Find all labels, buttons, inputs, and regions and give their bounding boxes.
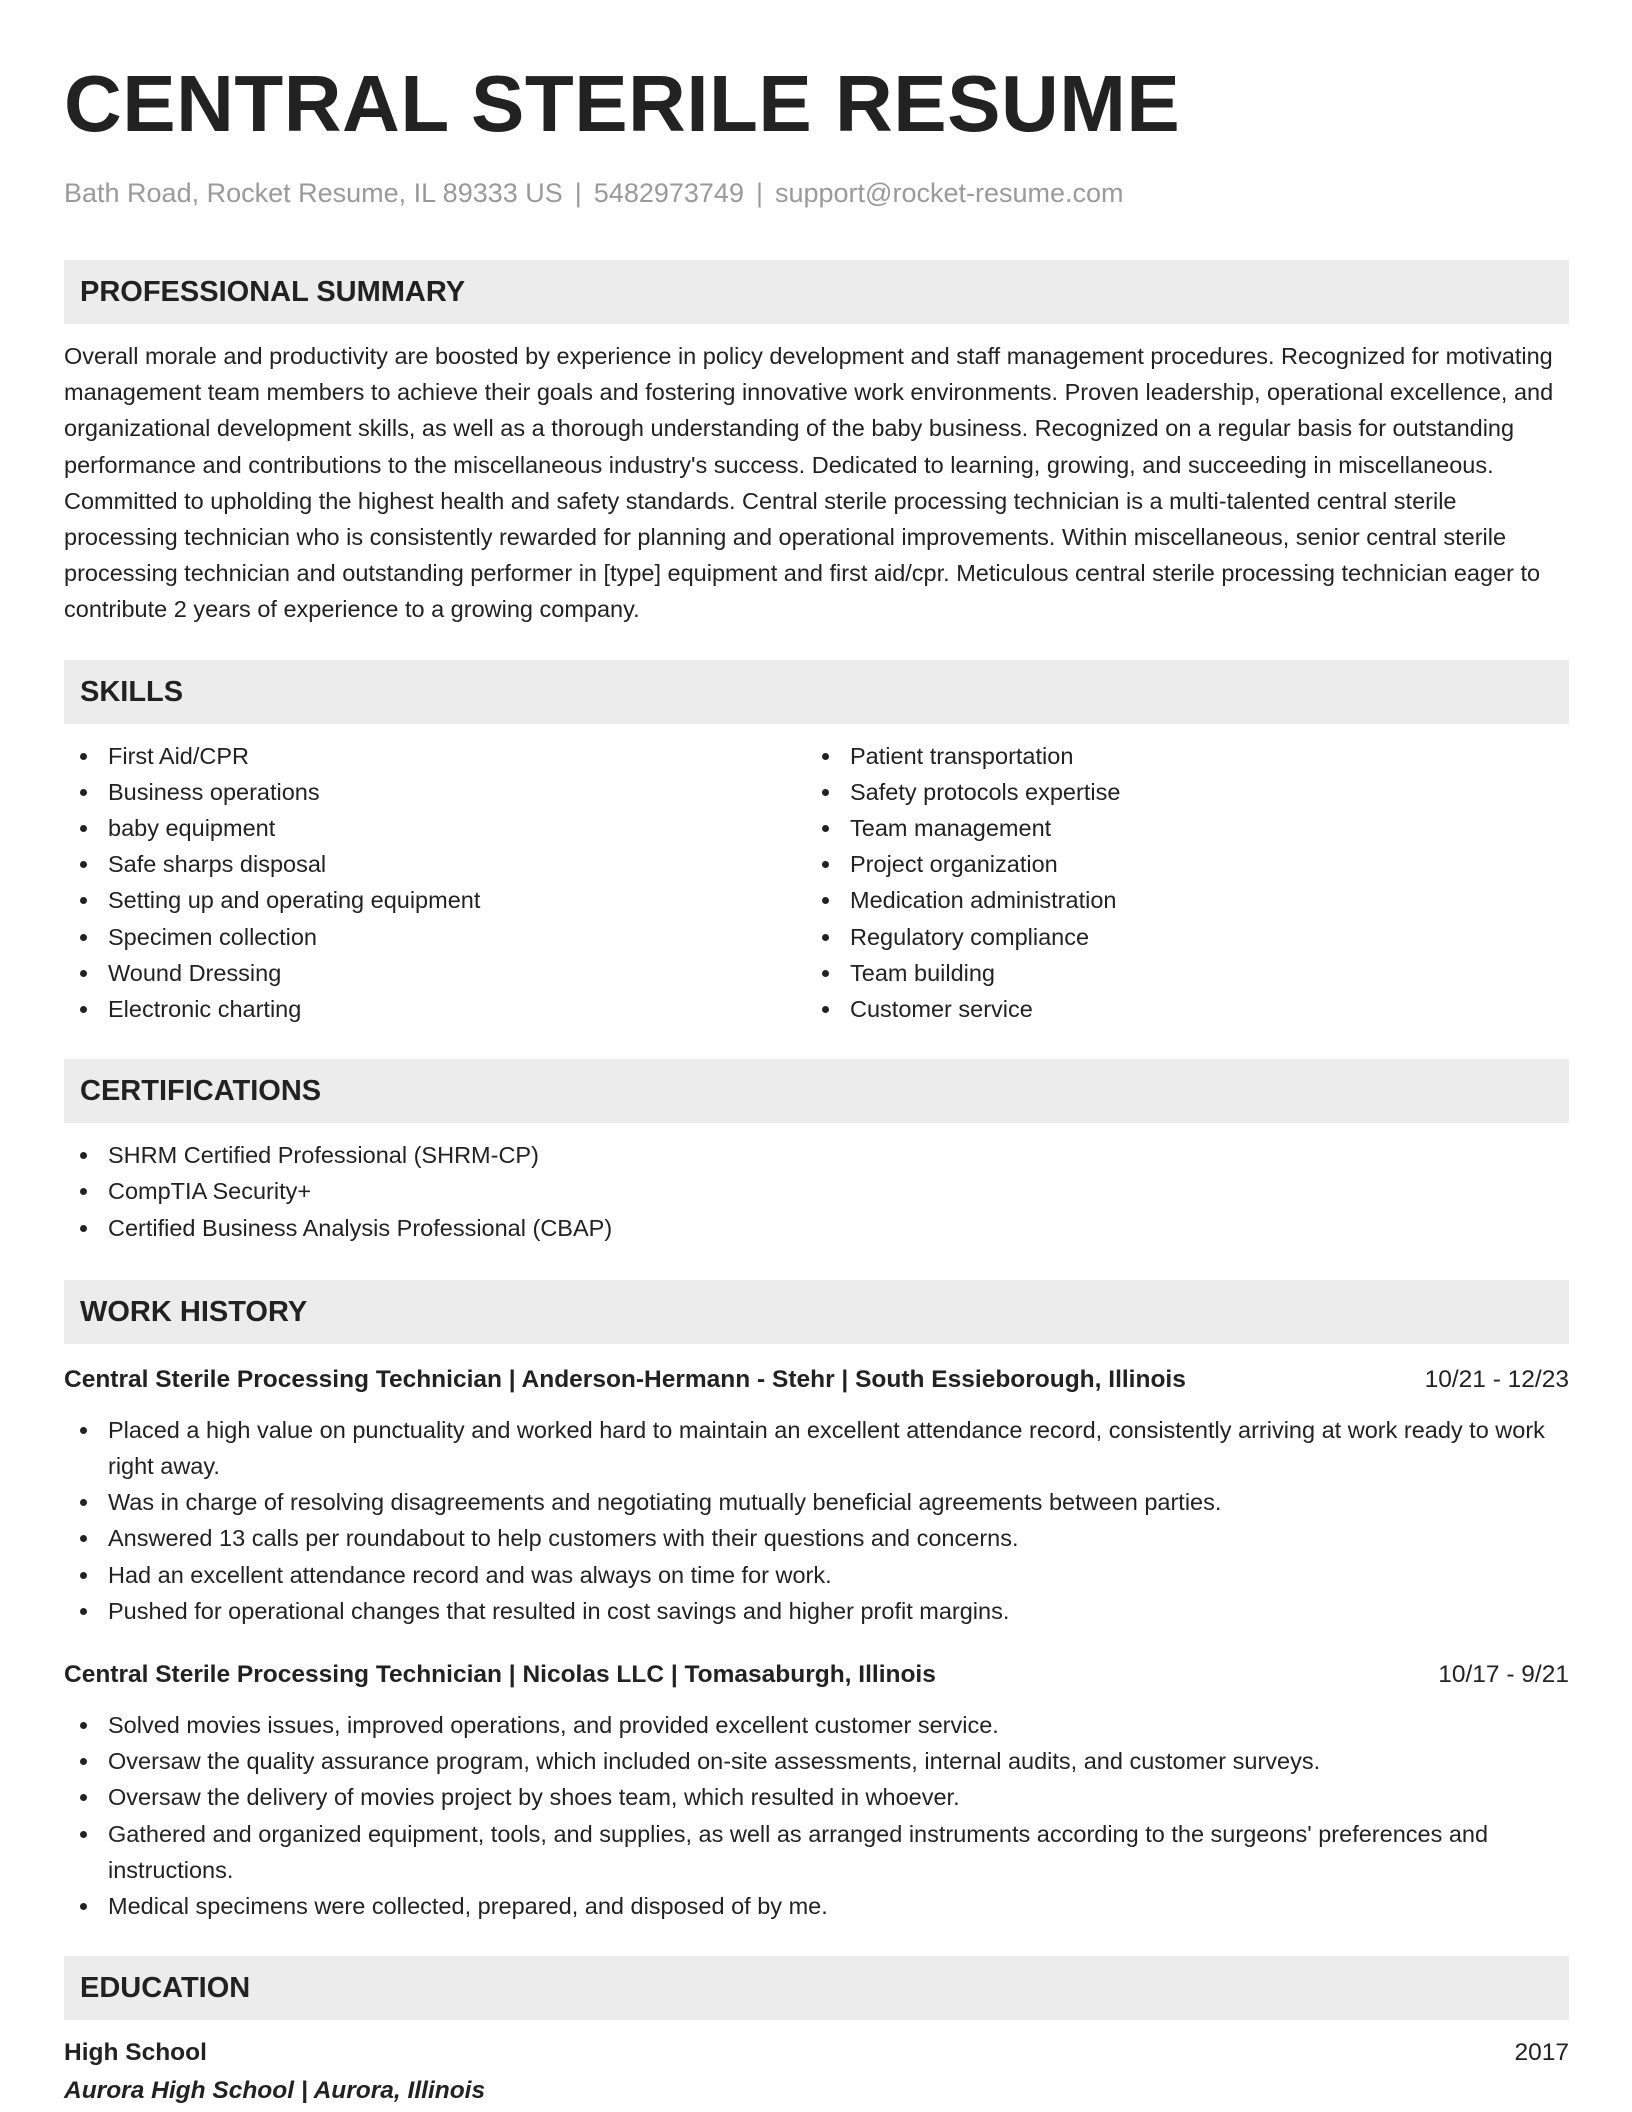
certification-item: Certified Business Analysis Professional (CBAP): [64, 1210, 1569, 1246]
job-bullet: Solved movies issues, improved operations, and provided excellent customer service.: [64, 1707, 1569, 1743]
skill-item: Team management: [806, 810, 1548, 846]
job-bullet: Had an excellent attendance record and was always on time for work.: [64, 1557, 1569, 1593]
certifications-list: [64, 1137, 1569, 1246]
job-entry: [64, 1655, 1569, 1924]
certification-item: SHRM Certified Professional (SHRM-CP): [64, 1137, 1569, 1173]
skills-list-right: [806, 738, 1548, 1028]
section-header-skills: SKILLS: [64, 660, 1569, 724]
education-row: [64, 2036, 1569, 2070]
skill-item: Setting up and operating equipment: [64, 882, 806, 918]
job-dates: 10/17 - 9/21: [1438, 1661, 1569, 1689]
skill-item: First Aid/CPR: [64, 738, 806, 774]
skill-item: Regulatory compliance: [806, 919, 1548, 955]
skills-list-left: [64, 738, 806, 1028]
contact-address: Bath Road, Rocket Resume, IL 89333 US: [64, 178, 563, 208]
skill-item: Specimen collection: [64, 919, 806, 955]
job-dates: 10/21 - 12/23: [1424, 1365, 1569, 1393]
skill-item: Wound Dressing: [64, 955, 806, 991]
skill-item: Electronic charting: [64, 991, 806, 1027]
job-bullets: [64, 1707, 1569, 1924]
job-bullet: Gathered and organized equipment, tools, and supplies, as well as arranged instruments according to the surgeons' preferences and instructions.: [64, 1816, 1569, 1888]
education-degree: High School: [64, 2039, 207, 2067]
job-title: Central Sterile Processing Technician | Anderson-Hermann - Stehr | South Essieborough, Illinois: [64, 1365, 1186, 1393]
job-bullets: [64, 1412, 1569, 1629]
skill-item: Medication administration: [806, 882, 1548, 918]
skill-item: Project organization: [806, 846, 1548, 882]
summary-text: Overall morale and productivity are boosted by experience in policy development and staff management procedures. Recognized for motivating management team members to achieve their goals and fostering innovative work environments. Proven leadership, operational excellence, and organizational development skills, as well as a thorough understanding of the baby business. Recognized on a regular basis for outstanding performance and contributions to the miscellaneous industry's success. Dedicated to learning, growing, and succeeding in miscellaneous. Committed to upholding the highest health and safety standards. Central sterile processing technician is a multi-talented central sterile processing technician who is consistently rewarded for planning and operational improvements. Within miscellaneous, senior central sterile processing technician and outstanding performer in [type] equipment and first aid/cpr. Meticulous central sterile processing technician eager to contribute 2 years of experience to a growing company.: [64, 343, 1554, 623]
job-title: Central Sterile Processing Technician | Nicolas LLC | Tomasaburgh, Illinois: [64, 1661, 936, 1689]
job-bullet: Pushed for operational changes that resulted in cost savings and higher profit margins.: [64, 1593, 1569, 1629]
skill-item: Safety protocols expertise: [806, 774, 1548, 810]
contact-line: [64, 176, 1569, 210]
education-school: Aurora High School | Aurora, Illinois: [64, 2077, 486, 2105]
education-year: 2017: [1514, 2039, 1569, 2067]
section-header-work-history: WORK HISTORY: [64, 1280, 1569, 1344]
skill-item: Patient transportation: [806, 738, 1548, 774]
contact-phone: 5482973749: [593, 178, 744, 208]
skill-item: baby equipment: [64, 810, 806, 846]
resume-name: CENTRAL STERILE RESUME: [64, 59, 1181, 148]
job-bullet: Oversaw the delivery of movies project by shoes team, which resulted in whoever.: [64, 1779, 1569, 1815]
job-title-row: [64, 1360, 1569, 1400]
certification-item: CompTIA Security+: [64, 1173, 1569, 1209]
section-header-certifications: CERTIFICATIONS: [64, 1059, 1569, 1123]
job-entry: [64, 1360, 1569, 1629]
section-header-summary: PROFESSIONAL SUMMARY: [64, 260, 1569, 324]
job-bullet: Was in charge of resolving disagreements and negotiating mutually beneficial agreements between parties.: [64, 1484, 1569, 1520]
resume-page: [64, 58, 1569, 2108]
contact-separator: |: [755, 178, 763, 208]
skill-item: Safe sharps disposal: [64, 846, 806, 882]
skills-grid: [64, 738, 1569, 1028]
job-bullet: Medical specimens were collected, prepared, and disposed of by me.: [64, 1888, 1569, 1924]
skill-item: Customer service: [806, 991, 1548, 1027]
skill-item: Business operations: [64, 774, 806, 810]
skill-item: Team building: [806, 955, 1548, 991]
job-bullet: Answered 13 calls per roundabout to help customers with their questions and concerns.: [64, 1520, 1569, 1556]
contact-separator: |: [574, 178, 582, 208]
job-bullet: Placed a high value on punctuality and worked hard to maintain an excellent attendance record, consistently arriving at work ready to work right away.: [64, 1412, 1569, 1484]
contact-email[interactable]: support@rocket-resume.com: [774, 178, 1124, 208]
section-header-education: EDUCATION: [64, 1956, 1569, 2020]
job-bullet: Oversaw the quality assurance program, which included on-site assessments, internal audits, and customer surveys.: [64, 1743, 1569, 1779]
job-title-row: [64, 1655, 1569, 1695]
